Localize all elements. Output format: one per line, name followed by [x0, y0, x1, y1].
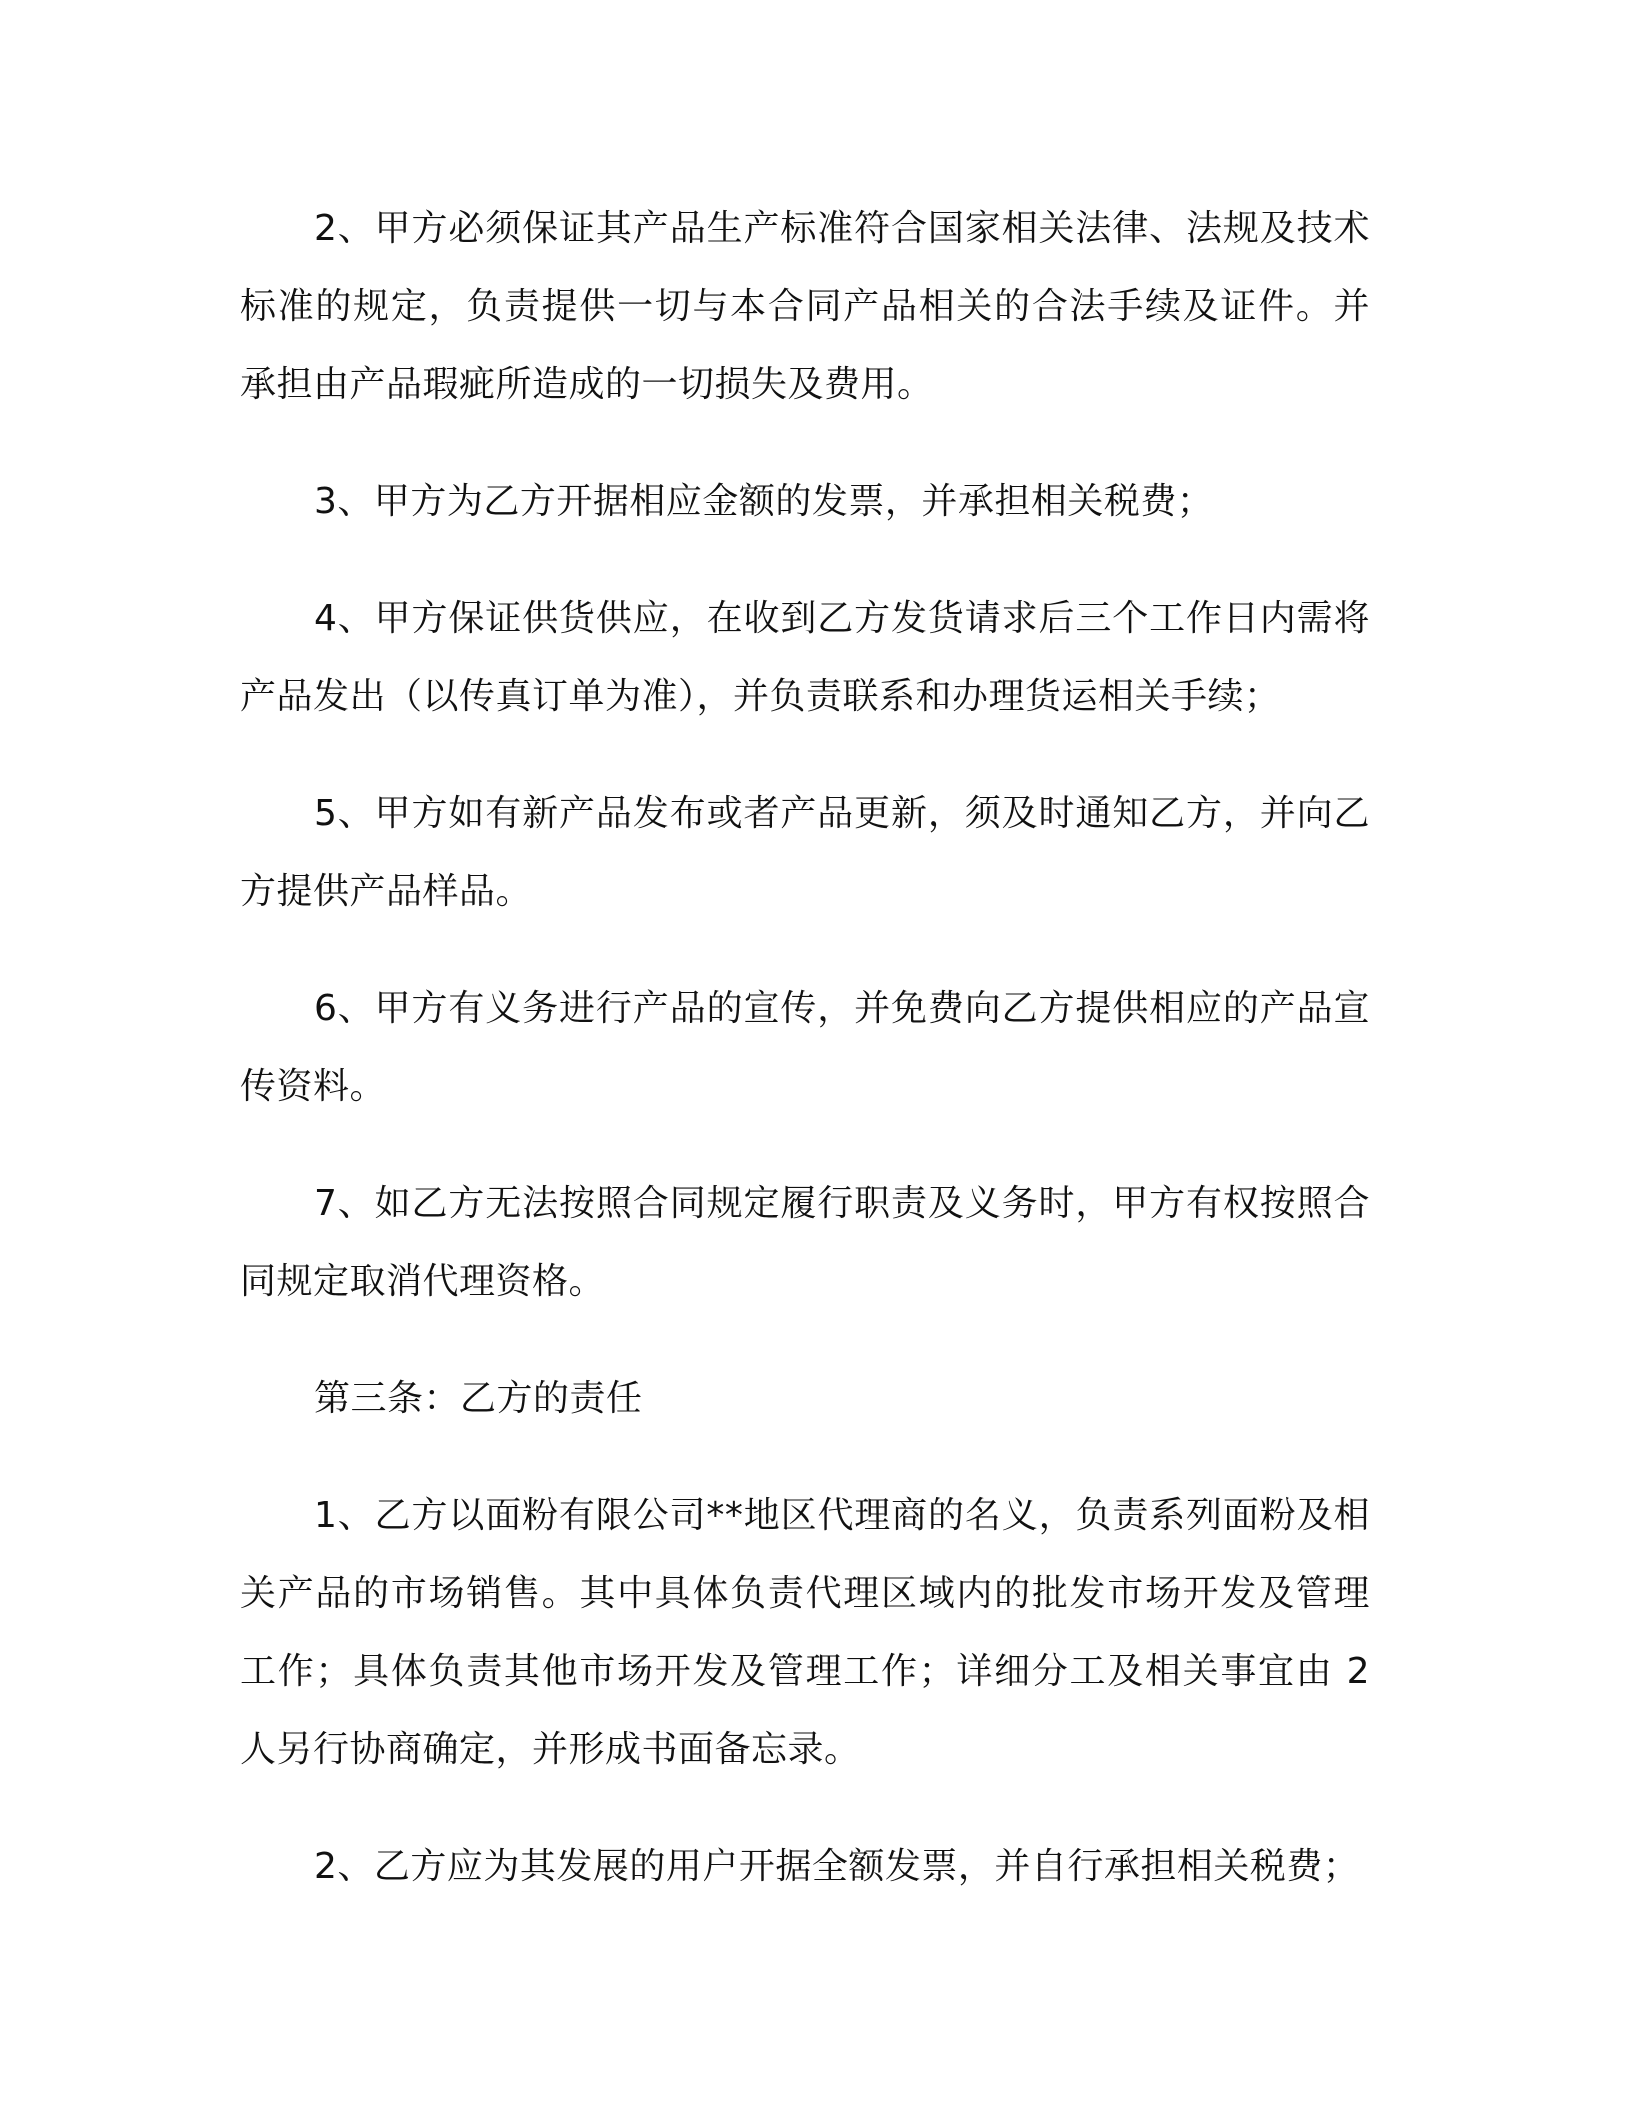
clause-paragraph: 4、甲方保证供货供应，在收到乙方发货请求后三个工作日内需将产品发出（以传真订单为准），并负责联系和办理货运相关手续；: [240, 598, 1370, 717]
section-heading: 第三条：乙方的责任: [314, 1378, 643, 1419]
clause-paragraph: 3、甲方为乙方开据相应金额的发票，并承担相关税费；: [314, 481, 1214, 522]
clause-paragraph: 6、甲方有义务进行产品的宣传，并免费向乙方提供相应的产品宣传资料。: [240, 988, 1370, 1107]
clause-paragraph: 5、甲方如有新产品发布或者产品更新，须及时通知乙方，并向乙方提供产品样品。: [240, 793, 1370, 912]
clause-paragraph: 2、甲方必须保证其产品生产标准符合国家相关法律、法规及技术标准的规定，负责提供一切与本合同产品相关的合法手续及证件。并承担由产品瑕疵所造成的一切损失及费用。: [240, 208, 1370, 405]
clause-paragraph: 2、乙方应为其发展的用户开据全额发票，并自行承担相关税费；: [314, 1846, 1360, 1887]
document-body: [240, 190, 1370, 1945]
clause-paragraph: 1、乙方以面粉有限公司**地区代理商的名义，负责系列面粉及相关产品的市场销售。其中具体负责代理区域内的批发市场开发及管理工作；具体负责其他市场开发及管理工作；详细分工及相关事宜由 2 人另行协商确定，并形成书面备忘录。: [240, 1495, 1370, 1770]
clause-paragraph: 7、如乙方无法按照合同规定履行职责及义务时，甲方有权按照合同规定取消代理资格。: [240, 1183, 1370, 1302]
